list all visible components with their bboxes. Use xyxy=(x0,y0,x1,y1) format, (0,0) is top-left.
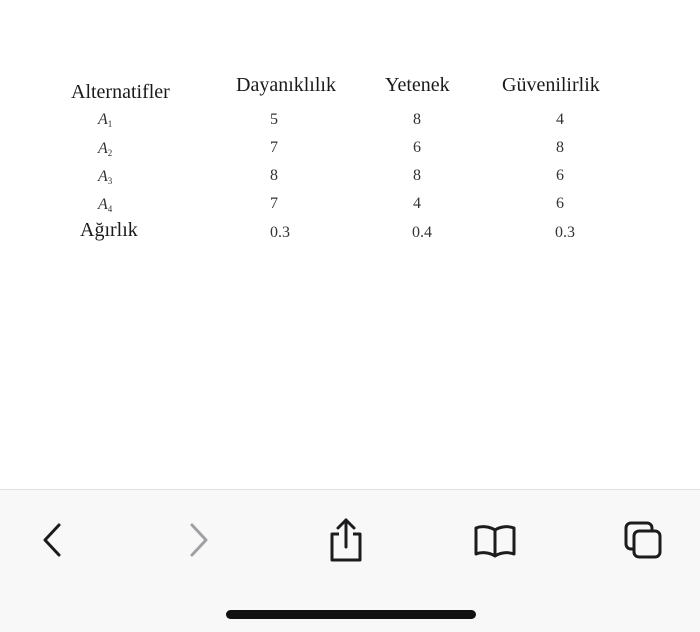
cell-a3-skill: 8 xyxy=(413,167,421,184)
browser-toolbar xyxy=(0,489,700,632)
header-reliability: Güvenilirlik xyxy=(502,74,600,96)
chevron-right-icon xyxy=(184,520,214,560)
weight-durability: 0.3 xyxy=(270,224,290,241)
share-button[interactable] xyxy=(318,512,374,568)
header-skill: Yetenek xyxy=(385,74,450,96)
cell-a1-durability: 5 xyxy=(270,111,278,128)
cell-a2-durability: 7 xyxy=(270,139,278,156)
cell-a3-reliability: 6 xyxy=(556,167,564,184)
cell-a1-reliability: 4 xyxy=(556,111,564,128)
tabs-button[interactable] xyxy=(615,512,671,568)
weight-reliability: 0.3 xyxy=(555,224,575,241)
forward-button[interactable] xyxy=(171,512,227,568)
cell-a4-reliability: 6 xyxy=(556,195,564,212)
share-icon xyxy=(326,517,366,563)
back-button[interactable] xyxy=(24,512,80,568)
cell-a3-durability: 8 xyxy=(270,167,278,184)
cell-a2-reliability: 8 xyxy=(556,139,564,156)
cell-a4-skill: 4 xyxy=(413,195,421,212)
chevron-left-icon xyxy=(37,520,67,560)
bookmarks-button[interactable] xyxy=(467,512,523,568)
weight-skill: 0.4 xyxy=(412,224,432,241)
cell-a2-skill: 6 xyxy=(413,139,421,156)
row-label-a1: $A_1$ xyxy=(98,111,113,129)
header-alternatives: Alternatifler xyxy=(71,81,170,103)
tabs-icon xyxy=(622,519,664,561)
row-label-a2: $A_2$ xyxy=(98,140,113,158)
row-label-a4: $A_4$ xyxy=(98,196,113,214)
header-durability: Dayanıklılık xyxy=(236,74,336,96)
home-indicator[interactable] xyxy=(226,610,476,619)
row-label-a3: $A_3$ xyxy=(98,168,113,186)
cell-a4-durability: 7 xyxy=(270,195,278,212)
cell-a1-skill: 8 xyxy=(413,111,421,128)
book-icon xyxy=(473,522,517,558)
weights-label: Ağırlık xyxy=(80,219,138,241)
